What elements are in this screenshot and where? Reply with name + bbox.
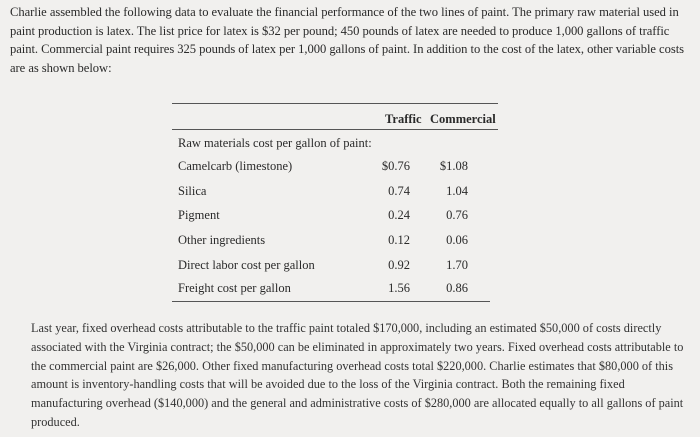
traffic-value: 0.74 bbox=[388, 184, 410, 198]
header-rule bbox=[172, 129, 498, 130]
table-top-rule bbox=[172, 103, 498, 104]
row-label: Direct labor cost per gallon bbox=[178, 258, 315, 272]
commercial-value: 1.70 bbox=[446, 258, 468, 272]
intro-paragraph: Charlie assembled the following data to evaluate the financial performance of the two lines of paint. The primary raw material used in paint production is latex. The list price for latex is $32 per pound; 450 pounds of latex are needed to produce 1,000 gallons of traffic paint. Commercial paint requires 325 pounds of latex per 1,000 gallons of paint. In addition to the cost of the latex, other variable costs are as shown below: bbox=[10, 5, 684, 75]
traffic-value: $0.76 bbox=[381, 159, 410, 173]
commercial-value: 0.06 bbox=[446, 233, 468, 247]
row-label: Other ingredients bbox=[178, 233, 266, 247]
table-section-label-row bbox=[172, 136, 498, 156]
traffic-value: 0.12 bbox=[388, 233, 410, 247]
cost-table bbox=[172, 103, 498, 303]
table-row bbox=[172, 233, 498, 253]
column-header-commercial: Commercial bbox=[430, 112, 496, 126]
traffic-value: 0.24 bbox=[388, 208, 410, 222]
closing-paragraph: Last year, fixed overhead costs attributable to the traffic paint totaled $170,000, including an estimated $50,000 of costs directly associated with the Virginia contract; the $50,000 can be eliminated in approximately two years. Fixed overhead costs attributable to the commercial paint are $26,000. Other fixed manufacturing overhead costs total $220,000. Charlie estimates that $80,000 of this amount is inventory-handling costs that will be avoided due to the loss of the Virginia contract. Both the remaining fixed manufacturing overhead ($140,000) and the general and administrative costs of $280,000 are allocated equally to all gallons of paint produced. bbox=[31, 321, 684, 429]
commercial-value: $1.08 bbox=[439, 159, 468, 173]
commercial-value: 1.04 bbox=[446, 184, 468, 198]
traffic-value: 1.56 bbox=[388, 281, 410, 295]
row-label: Silica bbox=[178, 184, 207, 198]
row-label: Camelcarb (limestone) bbox=[178, 159, 293, 173]
table-row bbox=[172, 208, 498, 228]
row-label: Freight cost per gallon bbox=[178, 281, 291, 295]
commercial-value: 0.86 bbox=[446, 281, 468, 295]
traffic-value: 0.92 bbox=[388, 258, 410, 272]
table-row bbox=[172, 258, 498, 278]
table-bottom-rule bbox=[172, 301, 490, 302]
column-header-traffic: Traffic bbox=[385, 112, 422, 126]
table-row bbox=[172, 281, 498, 301]
section-label: Raw materials cost per gallon of paint: bbox=[178, 136, 372, 150]
commercial-value: 0.76 bbox=[446, 208, 468, 222]
table-row bbox=[172, 159, 498, 179]
table-row bbox=[172, 184, 498, 204]
row-label: Pigment bbox=[178, 208, 220, 222]
